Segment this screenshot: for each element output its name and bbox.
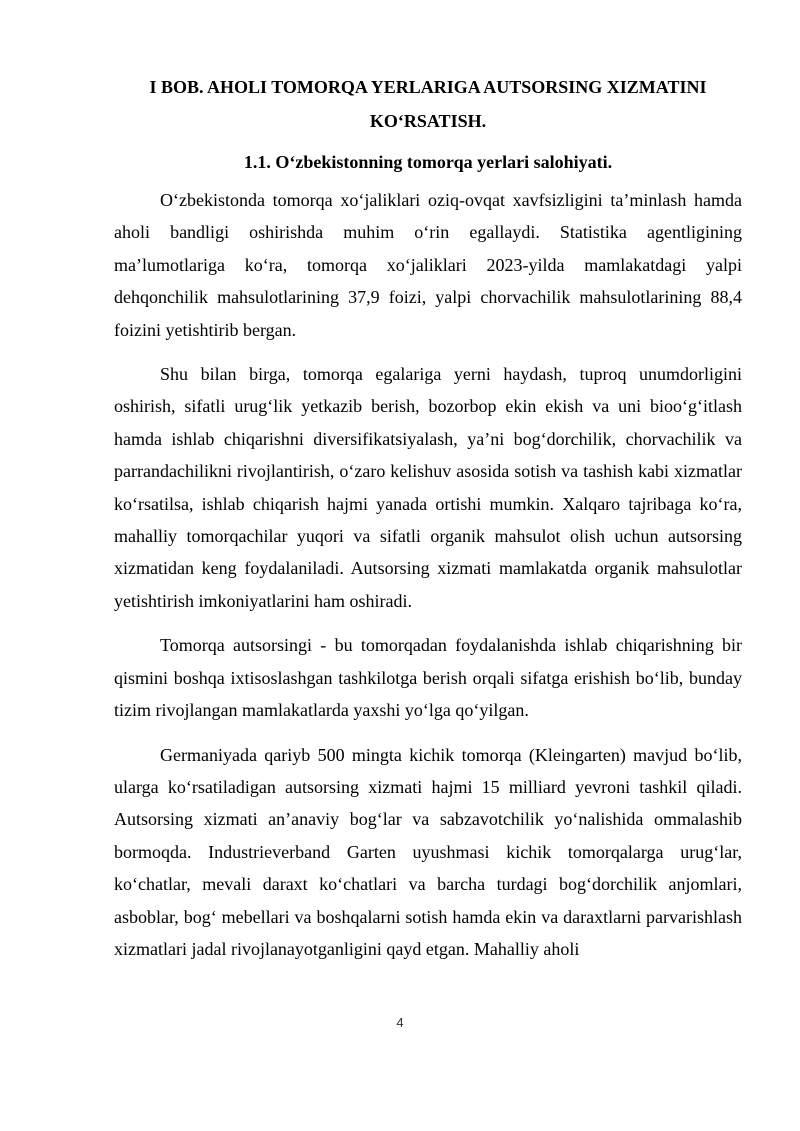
paragraph-2: Shu bilan birga, tomorqa egalariga yerni haydash, tuproq unumdorligini oshirish, sifatli urug‘lik yetkazib berish, bozorbop ekin ekish va uni bioo‘g‘itlash hamda ishlab chiqarishni diversifikatsiyalash, ya’ni bog‘dorchilik, chorvachilik va parrandachilikni rivojlantirish, o‘zaro kelishuv asosida sotish va tashish kabi xizmatlar ko‘rsatilsa, ishlab chiqarish hajmi yanada ortishi mumkin. Xalqaro tajribaga ko‘ra, mahalliy tomorqachilar yuqori va sifatli organik mahsulot olish uchun autsorsing xizmatidan keng foydalaniladi. Autsorsing xizmati mamlakatda organik mahsulotlar yetishtirish imkoniyatlarini ham oshiradi. [114,364,742,611]
section-title: 1.1. O‘zbekistonning tomorqa yerlari salohiyati. [243,152,613,172]
page-number: 4 [396,1015,404,1030]
paragraph-1: O‘zbekistonda tomorqa xo‘jaliklari oziq-ovqat xavfsizligini ta’minlash hamda aholi bandligi oshirishda muhim o‘rin egallaydi. Statistika agentligining ma’lumotlariga ko‘ra, tomorqa xo‘jaliklari 2023-yilda mamlakatdagi yalpi dehqonchilik mahsulotlarining 37,9 foizi, yalpi chorvachilik mahsulotlarining 88,4 foizini yetishtirib bergan. [114,190,742,340]
paragraph-4: Germaniyada qariyb 500 mingta kichik tomorqa (Kleingarten) mavjud bo‘lib, ularga ko‘rsatiladigan autsorsing xizmati hajmi 15 milliard yevroni tashkil qiladi. Autsorsing xizmati an’anaviy bog‘lar va sabzavotchilik yo‘nalishida ommalashib bormoqda. Industrieverband Garten uyushmasi kichik tomorqalarga urug‘lar, ko‘chatlar, mevali daraxt ko‘chatlari va barcha turdagi bog‘dorchilik anjomlari, asboblar, bog‘ mebellari va boshqalarni sotish hamda ekin va daraxtlarni parvarishlash xizmatlari jadal rivojlanayotganligini qayd etgan. Mahalliy aholi [114,744,742,959]
document-page [114,70,742,977]
paragraph-3: Tomorqa autsorsingi - bu tomorqadan foydalanishda ishlab chiqarishning bir qismini boshqa ixtisoslashgan tashkilotga berish orqali sifatga erishish bo‘lib, bunday tizim rivojlangan mamlakatlarda yaxshi yo‘lga qo‘yilgan. [114,635,742,721]
chapter-title: I BOB. AHOLI TOMORQA YERLARIGA AUTSORSING XIZMATINI KO‘RSATISH. [149,77,707,131]
